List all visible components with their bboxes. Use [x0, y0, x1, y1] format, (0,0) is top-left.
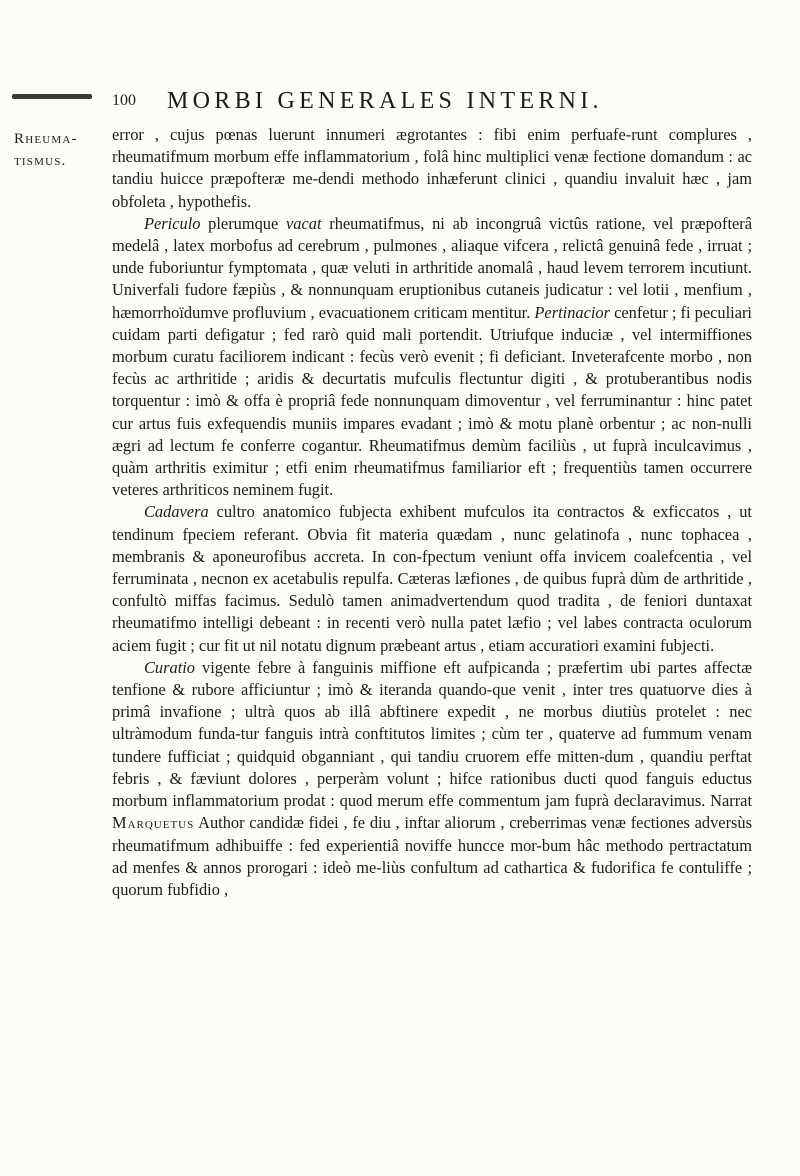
margin-note: [14, 129, 104, 172]
ink-smudge: [12, 94, 92, 99]
section-keyword: Pertinacior: [534, 302, 610, 322]
paragraph-text: Author candidæ fidei , fe diu , inftar aliorum , creberrimas venæ fectiones adversùs rheumatifmum adhibuiffe : fed experientiâ noviffe huncce mor-bum hâc methodo pertractatum ad menfes & annos prorogari : ideò me-liùs confultum ad cathartica & fudorifica fe contuliffe ; quorum fubfidio ,: [112, 813, 752, 899]
section-keyword: Cadavera: [144, 502, 209, 522]
section-keyword: Periculo: [144, 213, 201, 233]
running-title: MORBI GENERALES INTERNI.: [167, 88, 603, 114]
text-body: [112, 124, 752, 901]
paragraph-text: rheumatifmus, ni ab incongruâ victûs ratione, vel præpofterâ medelâ , latex morbofus ad cerebrum , pulmones , aliaque vifcera , relictâ genuinâ fede , irruat ; unde fuboriuntur fymptomata , quæ veluti in arthritide anomalâ , haud levem terrorem incutiunt. Univerfali fudore fæpiùs , & nonnunquam eruptionibus cutaneis judicatur : vel lotii , menfium , hæmorrhoïdumve profluvium , evacuationem criticam mentitur.: [112, 213, 753, 322]
paragraph-periculo: [112, 213, 752, 502]
page-header: [112, 88, 752, 118]
paragraph-curatio: [112, 657, 752, 901]
paragraph-intro: [112, 124, 752, 213]
section-keyword: vacat: [286, 213, 322, 233]
author-name: Marquetus: [112, 813, 195, 833]
paragraph-text: cultro anatomico fubjecta exhibent mufculos ita contractos & exficcatos , ut tendinum fpeciem referant. Obvia fit materia quædam , nunc gelatinofa , nunc tophacea , membranis & aponeurofibus accreta. In con-fpectum veniunt offa invicem coalefcentia , vel ferruminata , necnon ex acetabulis repulfa. Cæteras læfiones , de quibus fuprà dùm de arthritide , confultò miffas facimus. Sedulò tamen animadvertendum quod tradita , de feniori duntaxat rheumatifmo intelligi debeant : in recenti verò nulla patet læfio ; vel labes contracta oculorum aciem fugit ; cur fit ut nil notatu dignum præbeant artus , etiam accuratiori examini fubjecti.: [112, 502, 752, 655]
paragraph-text: error , cujus pœnas luerunt innumeri ægrotantes : fibi enim perfuafe-runt complures , rheumatifmum morbum effe inflammatorium , folâ hinc multiplici venæ fectione domandum : ac tandiu huicce præpofteræ me-dendi methodo inhæferunt clinici , quandiu invaluit hæc , jam obfoleta , hypothefis.: [112, 125, 752, 211]
margin-note-line-1: Rheuma-: [14, 131, 78, 147]
section-keyword: Curatio: [144, 657, 196, 677]
paragraph-text: cenfetur ; fi peculiari cuidam parti defigatur ; fed rarò quid mali portendit. Utriufque induciæ , vel intermiffiones morbum curatu faciliorem indicant : fecùs verò evenit ; fi deficiant. Inveterafcente morbo , non fecùs ac arthritide ; aridis & decurtatis mufculis flectuntur digiti , & protuberantibus nodis torquentur : imò & offa è propriâ fede nonnunquam dimoventur , vel ferruminantur : hinc patet cur artus fuis exfequendis muniis impares evadant ; imò & motu planè orbentur ; ac non-nulli ægri ad lectum fe conferre cogantur. Rheumatifmus demùm faciliùs , ut fuprà inculcavimus , quàm arthritis eximitur ; etfi enim rheumatifmus familiarior eft ; frequentiùs tamen occurrere veteres arthriticos neminem fugit.: [112, 302, 752, 500]
margin-note-line-2: tismus.: [14, 152, 67, 169]
page-number: 100: [112, 92, 136, 109]
paragraph-text: vigente febre à fanguinis miffione eft aufpicanda ; præfertim ubi partes affectæ tenfione & rubore afficiuntur ; imò & iteranda quando-que venit , inter tres quatuorve dies à primâ invafione ; ultrà quos ab illâ abftinere expedit , ne morbus diutiùs protelet : nec ultràmodum funda-tur fanguis intrà conftitutos limites ; cùm ter , quaterve ad fummum venam tundere fufficiat ; quidquid obganniant , qui tandiu cruorem effe mitten-dum , quandiu perftat febris , & fæviunt dolores , perperàm volunt ; hifce rationibus ducti quod fanguis eductus morbum inflammatorium prodat : quod merum effe commentum jam fuprà declaravimus. Narrat: [112, 657, 752, 811]
paragraph-cadavera: [112, 501, 752, 656]
paragraph-text: plerumque: [200, 213, 287, 233]
